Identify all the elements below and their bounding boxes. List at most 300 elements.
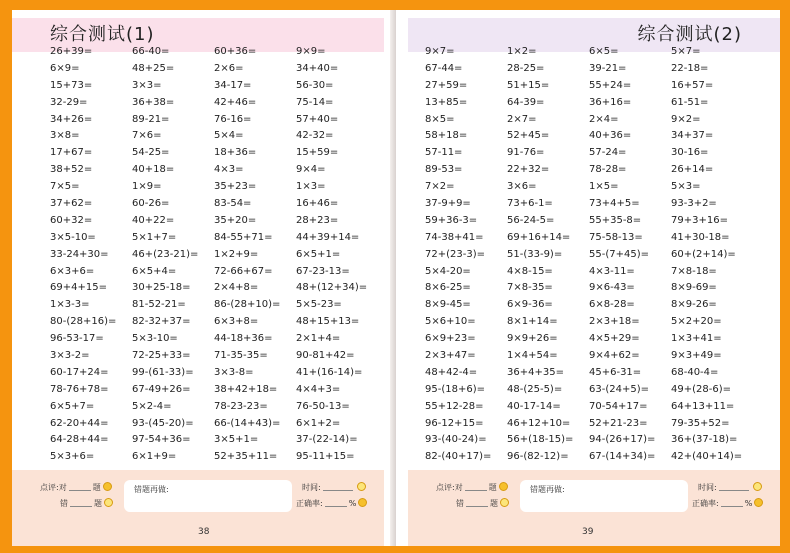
exercise-item: 3×5-10= xyxy=(50,231,96,243)
exercise-item: 55+12-28= xyxy=(425,400,484,412)
exercise-item: 64-39= xyxy=(507,96,545,108)
unit-label: 题 xyxy=(488,483,497,492)
clock-icon xyxy=(753,482,762,491)
exercise-item: 6×9-36= xyxy=(507,299,553,311)
exercise-item: 2×4= xyxy=(589,113,619,125)
exercise-item: 55+35-8= xyxy=(589,214,642,226)
exercise-item: 93-3+2= xyxy=(671,198,717,210)
exercise-item: 86-(28+10)= xyxy=(214,299,281,311)
exercise-row xyxy=(50,112,378,129)
exercise-item: 26+39= xyxy=(50,46,93,57)
time-line xyxy=(302,482,366,493)
exercise-row xyxy=(50,297,378,314)
exercise-row xyxy=(425,78,753,95)
exercise-row xyxy=(425,382,753,399)
exercise-item: 5×2+20= xyxy=(671,316,722,328)
redo-box xyxy=(520,480,688,512)
smiley-icon xyxy=(754,498,763,507)
page-title: 综合测试(1) xyxy=(50,24,155,45)
exercise-item: 7×5= xyxy=(50,181,80,193)
exercise-item: 41+30-18= xyxy=(671,231,730,243)
exercise-item: 5×3+6= xyxy=(50,451,95,463)
exercise-item: 5×4-20= xyxy=(425,265,471,277)
exercise-item: 64+13+11= xyxy=(671,400,735,412)
exercise-item: 66-(14+43)= xyxy=(214,417,281,429)
exercise-item: 6×3+8= xyxy=(214,316,259,328)
exercise-item: 52+21-23= xyxy=(589,417,648,429)
exercise-item: 3×3= xyxy=(132,79,162,91)
percent-label: % xyxy=(348,499,357,508)
clock-icon xyxy=(357,482,366,491)
unit-label: 题 xyxy=(490,499,498,508)
correct-count-blank xyxy=(465,490,487,491)
exercise-item: 69+4+15= xyxy=(50,282,107,294)
exercise-item: 4×5+29= xyxy=(589,333,640,345)
exercise-item: 15+59= xyxy=(296,147,339,159)
exercise-item: 2×6= xyxy=(214,62,244,74)
exercise-item: 55+24= xyxy=(589,79,632,91)
exercise-item: 3×5+1= xyxy=(214,434,259,446)
exercise-item: 72-66+67= xyxy=(214,265,273,277)
smiley-icon xyxy=(358,498,367,507)
exercise-row xyxy=(50,331,378,348)
exercise-row xyxy=(425,399,753,416)
exercise-row xyxy=(425,128,753,145)
exercise-item: 30+25-18= xyxy=(132,282,191,294)
exercise-item: 5×3-10= xyxy=(132,333,178,345)
exercise-item: 28-25= xyxy=(507,62,545,74)
exercise-item: 5×1+7= xyxy=(132,231,177,243)
exercise-row xyxy=(50,280,378,297)
exercise-item: 5×5-23= xyxy=(296,299,342,311)
exercise-item: 63-(24+5)= xyxy=(589,383,649,395)
exercise-item: 6×5+7= xyxy=(50,400,95,412)
exercise-item: 6×5+1= xyxy=(296,248,341,260)
exercise-item: 61-51= xyxy=(671,96,709,108)
exercise-item: 9×4+62= xyxy=(589,350,640,362)
exercise-item: 1×9= xyxy=(132,181,162,193)
exercise-item: 27+59= xyxy=(425,79,468,91)
exercise-item: 52+45= xyxy=(507,130,550,142)
exercise-item: 67-23-13= xyxy=(296,265,350,277)
exercise-item: 48-(25-5)= xyxy=(507,383,563,395)
exercise-item: 8×9-26= xyxy=(671,299,717,311)
exercise-item: 60-17+24= xyxy=(50,366,109,378)
exercise-item: 6×3+6= xyxy=(50,265,95,277)
exercise-item: 62-20+44= xyxy=(50,417,109,429)
exercise-item: 42+46= xyxy=(214,96,257,108)
exercise-item: 71-35-35= xyxy=(214,350,268,362)
exercise-item: 6×1+2= xyxy=(296,417,341,429)
exercise-item: 9×7= xyxy=(425,46,455,57)
exercise-item: 79-35+52= xyxy=(671,417,730,429)
exercise-item: 9×3+49= xyxy=(671,350,722,362)
exercise-item: 72-25+33= xyxy=(132,350,191,362)
exercise-item: 67-(14+34)= xyxy=(589,451,656,463)
wrong-count-blank xyxy=(70,506,92,507)
exercise-row xyxy=(425,95,753,112)
exercise-item: 97-54+36= xyxy=(132,434,191,446)
time-label: 时间: xyxy=(698,483,717,492)
exercise-item: 2×7= xyxy=(507,113,537,125)
exercise-item: 45+6-31= xyxy=(589,366,642,378)
correct-count-blank xyxy=(69,490,91,491)
exercise-item: 15+73= xyxy=(50,79,93,91)
exercise-item: 44-18+36= xyxy=(214,333,273,345)
exercise-item: 75-14= xyxy=(296,96,334,108)
wrong-label: 错 xyxy=(456,499,464,508)
exercise-item: 22+32= xyxy=(507,164,550,176)
exercise-row xyxy=(50,145,378,162)
exercise-item: 36+(37-18)= xyxy=(671,434,738,446)
exercise-grid xyxy=(50,44,378,466)
exercise-item: 84-55+71= xyxy=(214,231,273,243)
exercise-row xyxy=(425,416,753,433)
wrong-count-blank xyxy=(466,506,488,507)
exercise-item: 16+46= xyxy=(296,198,339,210)
exercise-row xyxy=(50,365,378,382)
exercise-row xyxy=(425,348,753,365)
exercise-item: 56-30= xyxy=(296,79,334,91)
review-wrong-line xyxy=(456,498,509,509)
exercise-item: 51-(33-9)= xyxy=(507,248,563,260)
exercise-row xyxy=(50,162,378,179)
review-wrong-line xyxy=(60,498,113,509)
exercise-row xyxy=(425,449,753,466)
exercise-grid xyxy=(425,44,753,466)
exercise-item: 4×8-15= xyxy=(507,265,553,277)
exercise-item: 55-(7+45)= xyxy=(589,248,649,260)
exercise-row xyxy=(50,416,378,433)
time-blank xyxy=(719,490,749,491)
exercise-item: 2×1+4= xyxy=(296,333,341,345)
exercise-item: 99-(61-33)= xyxy=(132,366,194,378)
exercise-item: 89-53= xyxy=(425,164,463,176)
exercise-row xyxy=(50,382,378,399)
exercise-item: 37-(22-14)= xyxy=(296,434,358,446)
exercise-row xyxy=(425,365,753,382)
exercise-item: 17+67= xyxy=(50,147,93,159)
exercise-item: 28+23= xyxy=(296,214,339,226)
exercise-item: 57+40= xyxy=(296,113,339,125)
exercise-item: 72+(23-3)= xyxy=(425,248,485,260)
exercise-item: 68-40-4= xyxy=(671,366,719,378)
exercise-item: 54-25= xyxy=(132,147,170,159)
exercise-item: 64-28+44= xyxy=(50,434,109,446)
exercise-row xyxy=(50,213,378,230)
exercise-item: 9×9= xyxy=(296,46,326,57)
exercise-item: 95-11+15= xyxy=(296,451,355,463)
unit-label: 题 xyxy=(92,483,101,492)
time-line xyxy=(698,482,762,493)
exercise-item: 93-(45-20)= xyxy=(132,417,194,429)
exercise-item: 48+42-4= xyxy=(425,366,478,378)
exercise-item: 8×9-45= xyxy=(425,299,471,311)
exercise-item: 74-38+41= xyxy=(425,231,484,243)
exercise-item: 34+40= xyxy=(296,62,339,74)
exercise-item: 96-12+15= xyxy=(425,417,484,429)
exercise-item: 1×2+9= xyxy=(214,248,259,260)
exercise-item: 30-16= xyxy=(671,147,709,159)
exercise-row xyxy=(50,61,378,78)
exercise-item: 3×3-2= xyxy=(50,350,90,362)
exercise-row xyxy=(425,44,753,61)
exercise-item: 4×3= xyxy=(214,164,244,176)
smiley-icon xyxy=(104,498,113,507)
exercise-item: 73+4+5= xyxy=(589,198,640,210)
exercise-item: 46+12+10= xyxy=(507,417,571,429)
exercise-item: 5×7= xyxy=(671,46,701,57)
exercise-item: 34+37= xyxy=(671,130,714,142)
exercise-item: 33-24+30= xyxy=(50,248,109,260)
exercise-item: 70-54+17= xyxy=(589,400,648,412)
review-correct-line xyxy=(40,482,112,493)
exercise-item: 91-76= xyxy=(507,147,545,159)
exercise-item: 32-29= xyxy=(50,96,88,108)
exercise-item: 81-52-21= xyxy=(132,299,186,311)
exercise-item: 60+36= xyxy=(214,46,257,57)
exercise-item: 38+42+18= xyxy=(214,383,278,395)
accuracy-line xyxy=(692,498,763,509)
exercise-row xyxy=(425,264,753,281)
right-page xyxy=(396,10,780,546)
exercise-item: 7×2= xyxy=(425,181,455,193)
exercise-item: 3×3-8= xyxy=(214,366,254,378)
exercise-row xyxy=(50,449,378,466)
exercise-item: 8×9-69= xyxy=(671,282,717,294)
exercise-item: 5×6+10= xyxy=(425,316,476,328)
exercise-item: 67-49+26= xyxy=(132,383,191,395)
exercise-row xyxy=(50,179,378,196)
review-footer xyxy=(408,470,780,546)
exercise-item: 36+38= xyxy=(132,96,175,108)
time-blank xyxy=(323,490,353,491)
exercise-item: 2×3+18= xyxy=(589,316,640,328)
exercise-row xyxy=(50,230,378,247)
exercise-item: 48+15+13= xyxy=(296,316,360,328)
exercise-item: 9×4= xyxy=(296,164,326,176)
exercise-item: 6×5+4= xyxy=(132,265,177,277)
smiley-icon xyxy=(103,482,112,491)
exercise-item: 96-(82-12)= xyxy=(507,451,569,463)
exercise-item: 13+85= xyxy=(425,96,468,108)
wrong-label: 错 xyxy=(60,499,68,508)
exercise-row xyxy=(50,128,378,145)
exercise-item: 8×6-25= xyxy=(425,282,471,294)
exercise-item: 5×3= xyxy=(671,181,701,193)
exercise-item: 1×3+41= xyxy=(671,333,722,345)
exercise-item: 40+36= xyxy=(589,130,632,142)
exercise-item: 69+16+14= xyxy=(507,231,571,243)
exercise-item: 2×3+47= xyxy=(425,350,476,362)
exercise-item: 8×5= xyxy=(425,113,455,125)
exercise-item: 57-11= xyxy=(425,147,463,159)
review-label: 点评:对 xyxy=(436,483,463,492)
exercise-row xyxy=(425,432,753,449)
exercise-item: 2×4+8= xyxy=(214,282,259,294)
exercise-item: 95-(18+6)= xyxy=(425,383,485,395)
exercise-item: 79+3+16= xyxy=(671,214,728,226)
exercise-item: 3×8= xyxy=(50,130,80,142)
exercise-item: 78-28= xyxy=(589,164,627,176)
exercise-item: 6×9= xyxy=(50,62,80,74)
exercise-row xyxy=(50,399,378,416)
exercise-item: 66-40= xyxy=(132,46,170,57)
review-footer xyxy=(12,470,384,546)
accuracy-blank xyxy=(325,506,347,507)
exercise-item: 90-81+42= xyxy=(296,350,355,362)
exercise-item: 37+62= xyxy=(50,198,93,210)
accuracy-blank xyxy=(721,506,743,507)
exercise-item: 49+(28-6)= xyxy=(671,383,731,395)
exercise-row xyxy=(425,230,753,247)
unit-label: 题 xyxy=(94,499,102,508)
exercise-item: 18+36= xyxy=(214,147,257,159)
exercise-item: 73+6-1= xyxy=(507,198,553,210)
exercise-item: 35+23= xyxy=(214,181,257,193)
exercise-item: 40+18= xyxy=(132,164,175,176)
exercise-item: 1×4+54= xyxy=(507,350,558,362)
exercise-row xyxy=(50,348,378,365)
exercise-item: 80-(28+16)= xyxy=(50,316,117,328)
exercise-item: 6×1+9= xyxy=(132,451,177,463)
exercise-item: 5×4= xyxy=(214,130,244,142)
exercise-item: 78-76+78= xyxy=(50,383,109,395)
exercise-item: 36+16= xyxy=(589,96,632,108)
exercise-row xyxy=(50,314,378,331)
time-label: 时间: xyxy=(302,483,321,492)
exercise-item: 46+(23-21)= xyxy=(132,248,199,260)
exercise-item: 39-21= xyxy=(589,62,627,74)
exercise-item: 40+22= xyxy=(132,214,175,226)
exercise-item: 1×3= xyxy=(296,181,326,193)
exercise-item: 9×9+26= xyxy=(507,333,558,345)
exercise-item: 35+20= xyxy=(214,214,257,226)
smiley-icon xyxy=(499,482,508,491)
exercise-item: 94-(26+17)= xyxy=(589,434,656,446)
exercise-item: 26+14= xyxy=(671,164,714,176)
exercise-row xyxy=(425,179,753,196)
page-number: 38 xyxy=(198,527,210,537)
exercise-row xyxy=(425,145,753,162)
exercise-item: 60-26= xyxy=(132,198,170,210)
exercise-item: 6×8-28= xyxy=(589,299,635,311)
exercise-item: 96-53-17= xyxy=(50,333,104,345)
exercise-item: 44+39+14= xyxy=(296,231,360,243)
exercise-item: 6×5= xyxy=(589,46,619,57)
exercise-item: 75-58-13= xyxy=(589,231,643,243)
exercise-item: 37-9+9= xyxy=(425,198,471,210)
exercise-row xyxy=(50,196,378,213)
exercise-row xyxy=(425,280,753,297)
percent-label: % xyxy=(744,499,753,508)
exercise-item: 38+52= xyxy=(50,164,93,176)
exercise-item: 8×1+14= xyxy=(507,316,558,328)
exercise-row xyxy=(50,95,378,112)
exercise-item: 7×8-35= xyxy=(507,282,553,294)
exercise-item: 42-32= xyxy=(296,130,334,142)
exercise-row xyxy=(425,314,753,331)
exercise-item: 58+18= xyxy=(425,130,468,142)
redo-label: 错题再做: xyxy=(134,485,169,494)
exercise-item: 56+(18-15)= xyxy=(507,434,574,446)
exercise-row xyxy=(425,213,753,230)
accuracy-label: 正确率: xyxy=(692,499,719,508)
exercise-item: 60+(2+14)= xyxy=(671,248,736,260)
exercise-item: 56-24-5= xyxy=(507,214,555,226)
exercise-item: 78-23-23= xyxy=(214,400,268,412)
exercise-item: 59+36-3= xyxy=(425,214,478,226)
exercise-item: 42+(40+14)= xyxy=(671,451,743,463)
exercise-row xyxy=(425,162,753,179)
exercise-row xyxy=(425,61,753,78)
exercise-item: 4×4+3= xyxy=(296,383,341,395)
review-correct-line xyxy=(436,482,508,493)
exercise-item: 48+(12+34)= xyxy=(296,282,368,294)
exercise-row xyxy=(425,196,753,213)
redo-label: 错题再做: xyxy=(530,485,565,494)
exercise-row xyxy=(50,44,378,61)
page-title: 综合测试(2) xyxy=(637,24,742,45)
review-label: 点评:对 xyxy=(40,483,67,492)
exercise-item: 5×2-4= xyxy=(132,400,172,412)
left-page xyxy=(12,10,396,546)
exercise-item: 9×2= xyxy=(671,113,701,125)
exercise-item: 9×6-43= xyxy=(589,282,635,294)
exercise-item: 4×3-11= xyxy=(589,265,635,277)
exercise-row xyxy=(425,331,753,348)
exercise-item: 3×6= xyxy=(507,181,537,193)
exercise-item: 34+26= xyxy=(50,113,93,125)
exercise-row xyxy=(425,112,753,129)
exercise-item: 40-17-14= xyxy=(507,400,561,412)
accuracy-line xyxy=(296,498,367,509)
exercise-item: 48+25= xyxy=(132,62,175,74)
exercise-item: 83-54= xyxy=(214,198,252,210)
page-number: 39 xyxy=(582,527,594,537)
exercise-item: 57-24= xyxy=(589,147,627,159)
exercise-item: 52+35+11= xyxy=(214,451,278,463)
exercise-row xyxy=(425,247,753,264)
exercise-item: 22-18= xyxy=(671,62,709,74)
exercise-row xyxy=(50,432,378,449)
exercise-item: 16+57= xyxy=(671,79,714,91)
exercise-item: 1×2= xyxy=(507,46,537,57)
exercise-item: 67-44= xyxy=(425,62,463,74)
exercise-item: 93-(40-24)= xyxy=(425,434,487,446)
exercise-row xyxy=(425,297,753,314)
exercise-item: 82-32+37= xyxy=(132,316,191,328)
smiley-icon xyxy=(500,498,509,507)
exercise-item: 76-50-13= xyxy=(296,400,350,412)
exercise-item: 76-16= xyxy=(214,113,252,125)
exercise-row xyxy=(50,264,378,281)
exercise-item: 51+15= xyxy=(507,79,550,91)
exercise-item: 89-21= xyxy=(132,113,170,125)
exercise-item: 1×3-3= xyxy=(50,299,90,311)
redo-box xyxy=(124,480,292,512)
exercise-row xyxy=(50,247,378,264)
exercise-item: 7×6= xyxy=(132,130,162,142)
exercise-item: 1×5= xyxy=(589,181,619,193)
exercise-item: 41+(16-14)= xyxy=(296,366,363,378)
exercise-item: 6×9+23= xyxy=(425,333,476,345)
exercise-row xyxy=(50,78,378,95)
exercise-item: 36+4+35= xyxy=(507,366,564,378)
exercise-item: 82-(40+17)= xyxy=(425,451,492,463)
accuracy-label: 正确率: xyxy=(296,499,323,508)
exercise-item: 60+32= xyxy=(50,214,93,226)
